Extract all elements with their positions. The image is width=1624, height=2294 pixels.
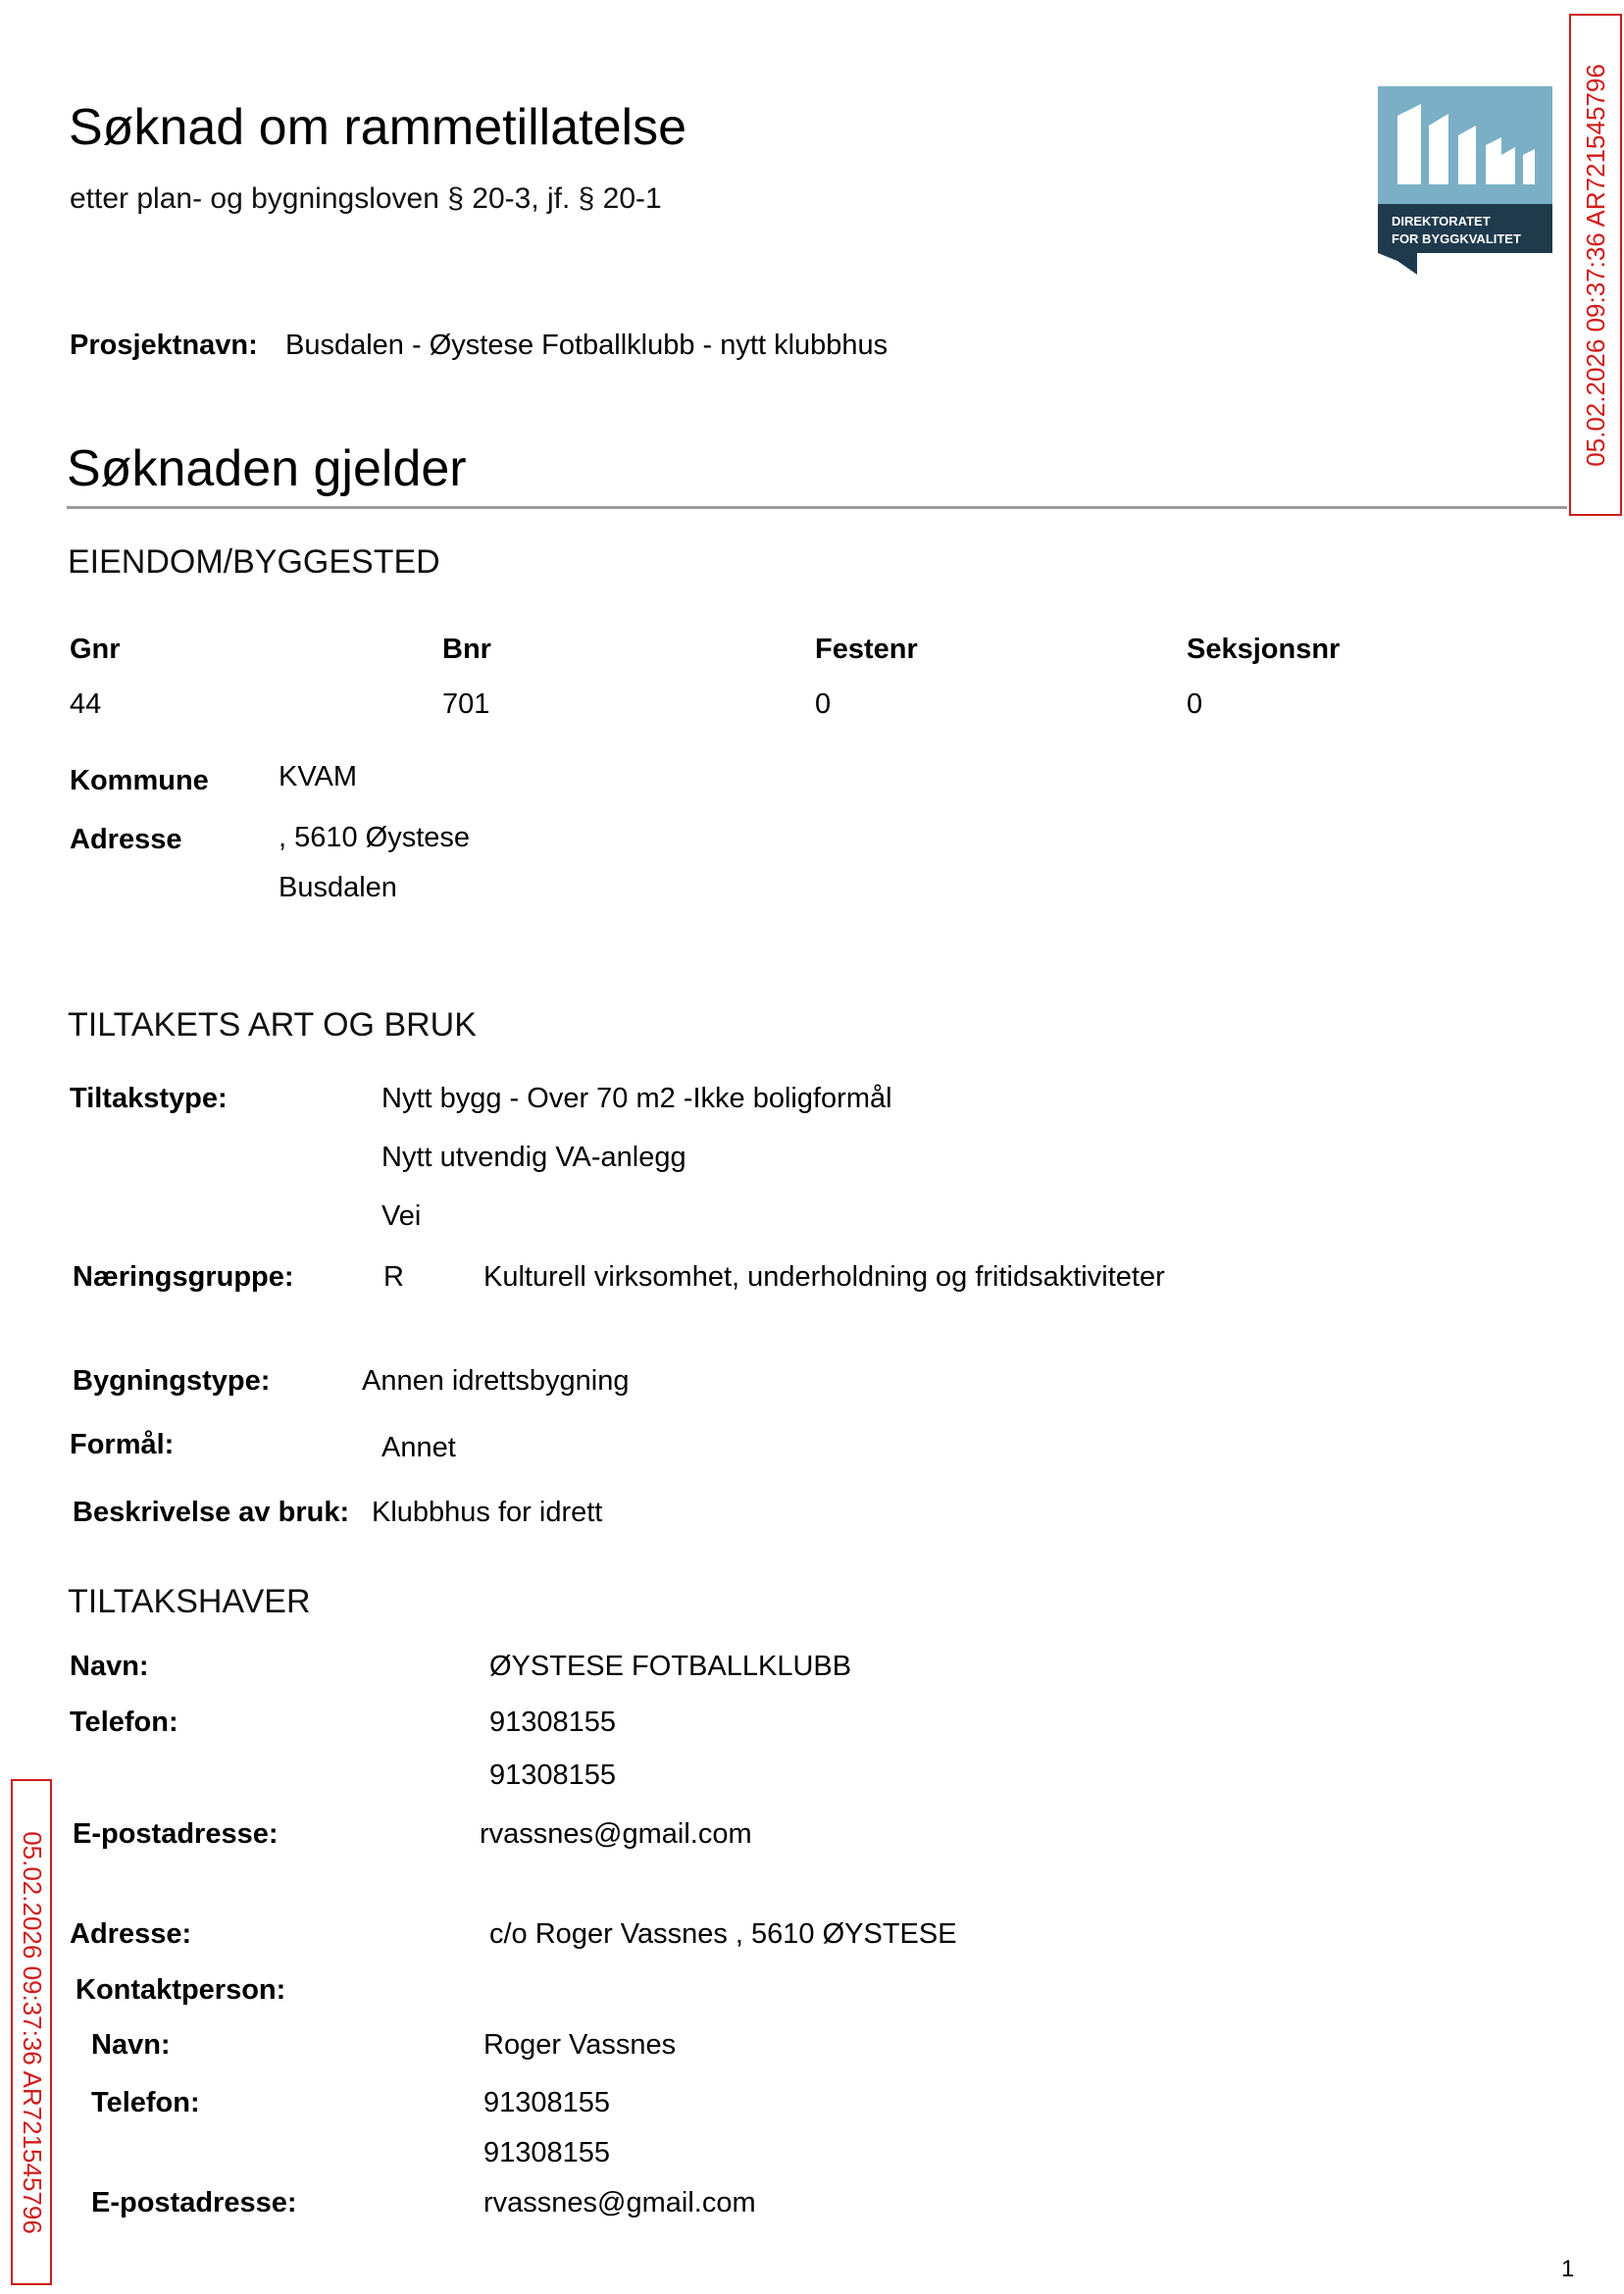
tiltakshaver-heading: TILTAKSHAVER xyxy=(68,1583,311,1620)
adresse-line1: , 5610 Øystese xyxy=(279,822,471,853)
formal-value: Annet xyxy=(381,1432,456,1463)
bnr-label: Bnr xyxy=(442,634,491,665)
page-subtitle: etter plan- og bygningsloven § 20-3, jf. § 20-1 xyxy=(70,182,662,215)
kontaktperson-label: Kontaktperson: xyxy=(76,1974,286,2006)
formal-label: Formål: xyxy=(70,1429,175,1460)
beskrivelse-label: Beskrivelse av bruk: xyxy=(73,1497,350,1528)
section-heading: Søknaden gjelder xyxy=(67,440,467,497)
seksjonsnr-label: Seksjonsnr xyxy=(1187,634,1341,665)
naeringsgruppe-text: Kulturell virksomhet, underholdning og fritidsaktiviteter xyxy=(483,1261,1165,1293)
tiltakshaver-adresse-label: Adresse: xyxy=(70,1918,192,1950)
page-number: 1 xyxy=(1561,2256,1575,2282)
tiltakstype-label: Tiltakstype: xyxy=(70,1083,228,1114)
page-title: Søknad om rammetillatelse xyxy=(69,99,686,156)
tiltakstype-2: Nytt utvendig VA-anlegg xyxy=(381,1142,686,1173)
kontakt-telefon-1: 91308155 xyxy=(483,2087,611,2118)
tiltak-heading: TILTAKETS ART OG BRUK xyxy=(68,1006,477,1044)
dibk-logo xyxy=(1378,86,1552,275)
timestamp-stamp-top: 05.02.2026 09:37:36 AR721545796 xyxy=(1569,14,1622,516)
kontakt-telefon-2: 91308155 xyxy=(483,2137,611,2168)
gnr-value: 44 xyxy=(70,688,102,720)
adresse-line2: Busdalen xyxy=(279,872,397,903)
bygningstype-value: Annen idrettsbygning xyxy=(362,1365,630,1397)
tiltakshaver-adresse-value: c/o Roger Vassnes , 5610 ØYSTESE xyxy=(489,1918,957,1950)
kontakt-navn-value: Roger Vassnes xyxy=(483,2029,677,2061)
tiltakshaver-epost-value: rvassnes@gmail.com xyxy=(480,1818,752,1850)
kontakt-navn-label: Navn: xyxy=(91,2029,171,2061)
festenr-value: 0 xyxy=(815,688,832,720)
logo-text-line2: FOR BYGGKVALITET xyxy=(1392,231,1521,246)
tiltakstype-3: Vei xyxy=(381,1200,422,1232)
gnr-label: Gnr xyxy=(70,634,121,665)
tiltakstype-1: Nytt bygg - Over 70 m2 -Ikke boligformål xyxy=(381,1083,892,1114)
logo-text-line1: DIREKTORATET xyxy=(1392,214,1491,229)
festenr-label: Festenr xyxy=(815,634,918,665)
bnr-value: 701 xyxy=(442,688,490,720)
kommune-label: Kommune xyxy=(70,765,209,796)
project-name-label: Prosjektnavn: xyxy=(70,330,258,361)
kontakt-telefon-label: Telefon: xyxy=(91,2087,200,2118)
bygningstype-label: Bygningstype: xyxy=(73,1365,271,1397)
adresse-label: Adresse xyxy=(70,824,182,855)
tiltakshaver-navn-label: Navn: xyxy=(70,1651,149,1682)
timestamp-stamp-bottom: 05.02.2026 09:37:36 AR721545796 xyxy=(11,1779,52,2285)
tiltakshaver-telefon-2: 91308155 xyxy=(489,1759,617,1791)
tiltakshaver-epost-label: E-postadresse: xyxy=(73,1818,279,1850)
beskrivelse-value: Klubbhus for idrett xyxy=(372,1497,603,1528)
tiltakshaver-telefon-label: Telefon: xyxy=(70,1707,178,1738)
kontakt-epost-value: rvassnes@gmail.com xyxy=(483,2187,756,2218)
seksjonsnr-value: 0 xyxy=(1187,688,1203,720)
naeringsgruppe-label: Næringsgruppe: xyxy=(73,1261,294,1293)
eiendom-heading: EIENDOM/BYGGESTED xyxy=(68,543,440,581)
naeringsgruppe-code: R xyxy=(383,1261,404,1293)
project-name-value: Busdalen - Øystese Fotballklubb - nytt klubbhus xyxy=(285,330,888,361)
tiltakshaver-telefon-1: 91308155 xyxy=(489,1707,617,1738)
tiltakshaver-navn-value: ØYSTESE FOTBALLKLUBB xyxy=(489,1651,852,1682)
kontakt-epost-label: E-postadresse: xyxy=(91,2187,297,2218)
kommune-value: KVAM xyxy=(279,761,358,792)
section-divider xyxy=(67,506,1567,509)
